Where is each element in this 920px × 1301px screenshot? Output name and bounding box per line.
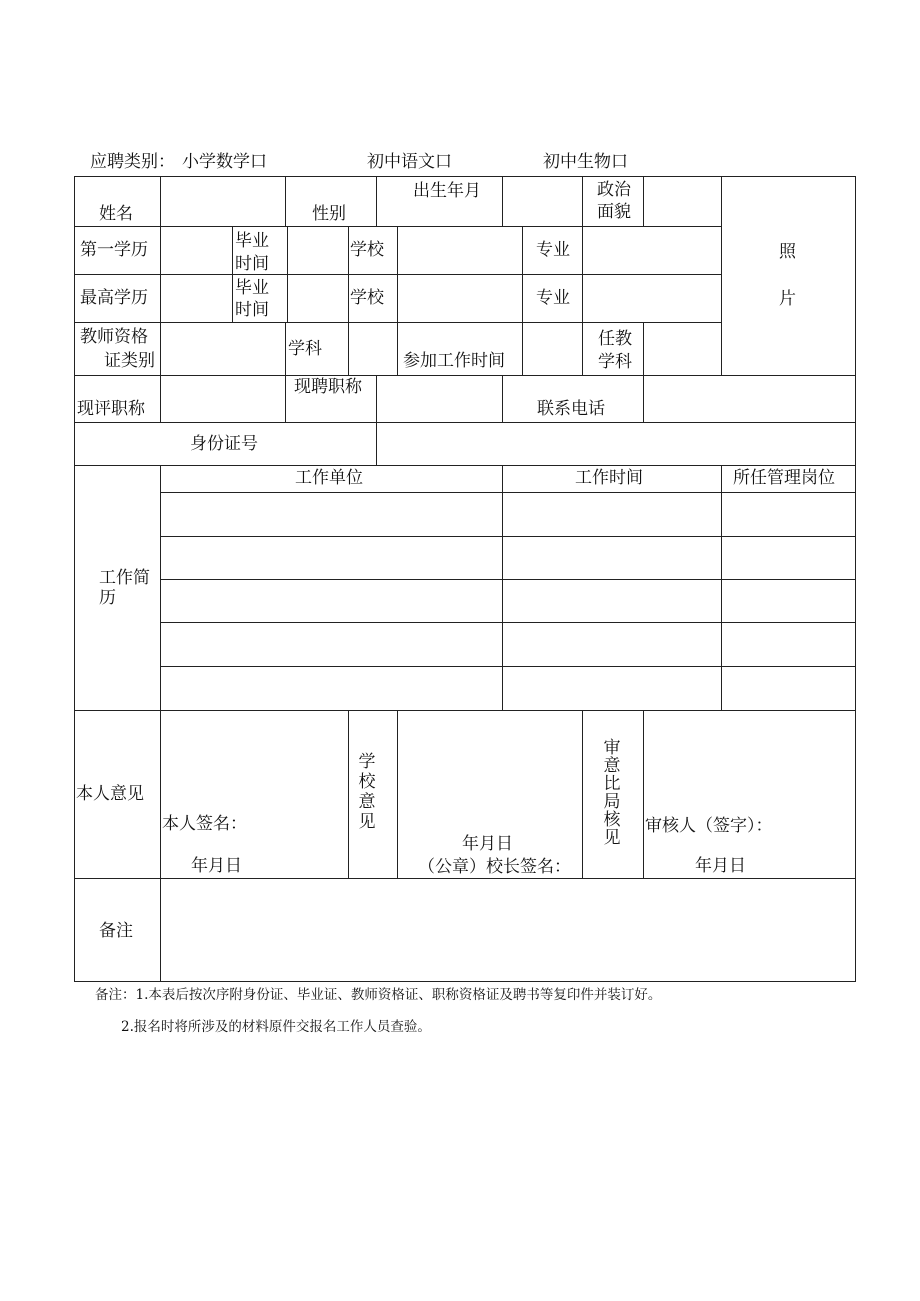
resume-unit-cell[interactable] [161,667,501,709]
first-major-label: 专业 [536,240,570,260]
resume-label-line1: 工作简 [99,568,150,588]
teach-subject-label-line2: 学科 [598,352,632,372]
highest-edu-label: 最高学历 [80,288,148,308]
id-number-label: 身份证号 [190,434,258,454]
resume-time-cell[interactable] [503,623,720,665]
subject-field[interactable] [349,323,396,374]
phone-field[interactable] [644,376,854,421]
hired-title-label: 现聘职称 [294,377,362,397]
first-school-field[interactable] [398,227,521,273]
footnote-1: 备注：1.本表后按次序附身份证、毕业证、教师资格证、职称资格证及聘书等复印件并装订好。 [95,987,662,1003]
teach-subject-label-line1: 任教 [598,329,632,349]
teacher-cert-label-line2: 证类别 [104,351,155,371]
teacher-cert-label-line1: 教师资格 [80,327,148,347]
resume-unit-cell[interactable] [161,623,501,665]
first-grad-label-line2: 时间 [235,254,269,274]
highest-grad-label-line1: 毕业 [235,278,269,298]
name-field[interactable] [161,177,284,225]
resume-unit-cell[interactable] [161,493,501,535]
work-start-field[interactable] [523,323,581,374]
first-grad-label-line1: 毕业 [235,231,269,251]
resume-unit-cell[interactable] [161,537,501,578]
highest-grad-label-line2: 时间 [235,300,269,320]
resume-time-cell[interactable] [503,493,720,535]
photo-label-line1: 照 [779,242,796,262]
politics-field[interactable] [644,177,720,225]
resume-time-cell[interactable] [503,580,720,621]
photo-box[interactable] [722,177,854,374]
resume-col-time: 工作时间 [575,468,643,488]
highest-major-label: 专业 [536,288,570,308]
category-option-primary-math[interactable]: 小学数学口 [182,152,267,172]
school-sign-label: （公章）校长签名： [418,857,571,877]
highest-major-field[interactable] [583,275,720,321]
resume-post-cell[interactable] [722,580,854,621]
highest-grad-field[interactable] [288,275,347,321]
self-opinion-field[interactable] [161,711,347,806]
first-grad-field[interactable] [288,227,347,273]
name-label: 姓名 [99,204,133,224]
resume-unit-cell[interactable] [161,580,501,621]
politics-label-line2: 面貌 [597,202,631,222]
footnote-2: 2.报名时将所涉及的材料原件交报名工作人员查验。 [121,1019,431,1035]
school-date-label: 年月日 [462,834,513,854]
id-number-field[interactable] [377,423,854,464]
resume-time-cell[interactable] [503,667,720,709]
first-edu-field[interactable] [161,227,231,273]
teach-subject-field[interactable] [644,323,720,374]
hired-title-field[interactable] [377,376,501,421]
self-date-label: 年月日 [191,856,242,876]
category-option-middle-chinese[interactable]: 初中语文口 [367,152,452,172]
resume-col-post: 所任管理岗位 [733,468,835,488]
photo-label-line2: 片 [779,289,796,309]
first-school-label: 学校 [350,240,384,260]
current-title-label: 现评职称 [77,399,145,419]
resume-post-cell[interactable] [722,493,854,535]
resume-post-cell[interactable] [722,537,854,578]
gender-label: 性别 [312,204,346,224]
birth-label: 出生年月 [413,181,481,201]
bureau-opinion-label: 审意比局核见 [603,738,621,848]
bureau-opinion-field[interactable] [644,711,854,811]
remarks-field[interactable] [161,879,854,980]
current-title-field[interactable] [161,376,284,421]
self-sign-label: 本人签名： [162,814,247,834]
highest-school-field[interactable] [398,275,521,321]
first-edu-label: 第一学历 [80,240,148,260]
gender-field[interactable] [286,177,375,225]
resume-post-cell[interactable] [722,667,854,709]
remarks-label: 备注 [99,921,133,941]
phone-label: 联系电话 [537,399,605,419]
work-start-label: 参加工作时间 [403,351,505,371]
category-option-middle-biology[interactable]: 初中生物口 [543,152,628,172]
bureau-date-label: 年月日 [695,856,746,876]
school-opinion-field[interactable] [398,711,581,826]
highest-edu-field[interactable] [161,275,231,321]
teacher-cert-field[interactable] [161,323,284,374]
reviewer-sign-label: 审核人（签字）： [645,816,773,836]
resume-label-line2: 历 [99,588,116,608]
politics-label-line1: 政治 [597,180,631,200]
birth-field[interactable] [503,177,581,225]
subject-label: 学科 [288,339,322,359]
resume-post-cell[interactable] [722,623,854,665]
highest-school-label: 学校 [350,288,384,308]
self-opinion-label: 本人意见 [76,784,144,804]
school-opinion-label: 学校意见 [358,752,376,832]
category-label: 应聘类别： [90,152,175,172]
resume-col-unit: 工作单位 [295,468,363,488]
resume-time-cell[interactable] [503,537,720,578]
first-major-field[interactable] [583,227,720,273]
